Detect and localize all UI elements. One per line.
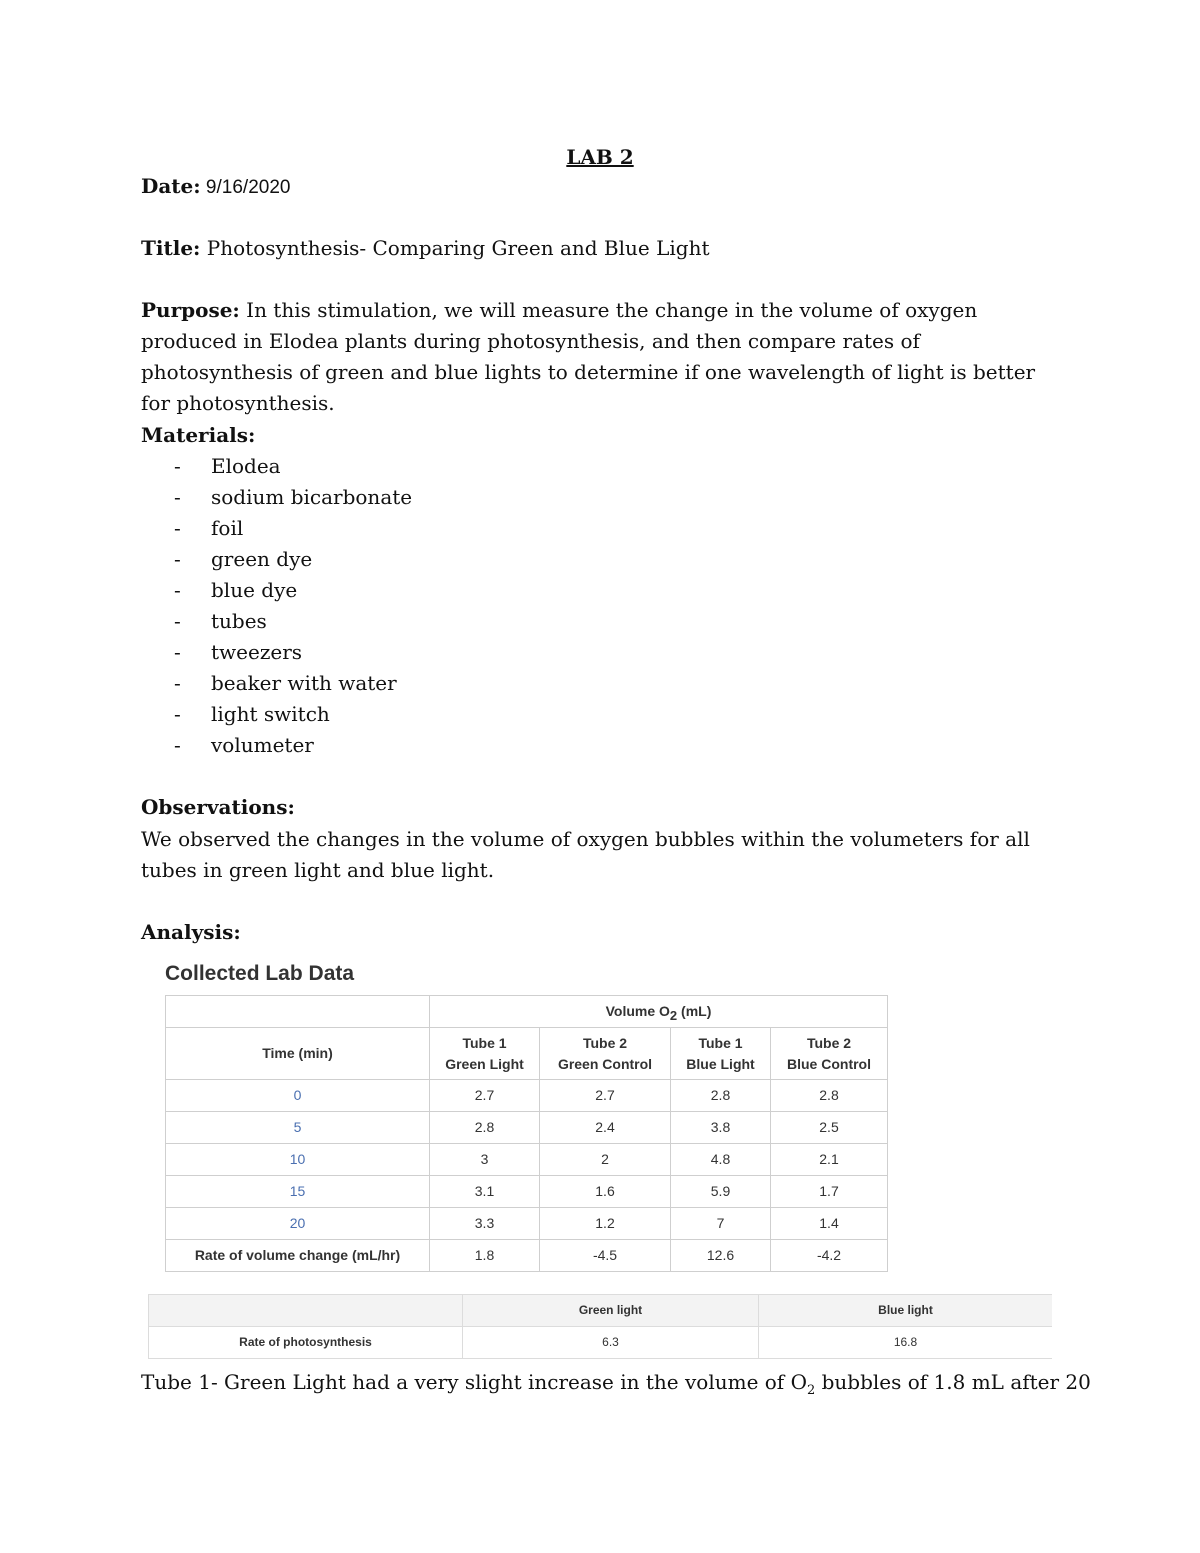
date-label: Date: <box>141 174 201 198</box>
table-row: 10 3 2 4.8 2.1 <box>166 1144 888 1176</box>
date-line <box>141 171 290 203</box>
materials-heading: Materials: <box>141 423 256 447</box>
time-header: Time (min) <box>166 1028 430 1080</box>
title-line <box>141 233 710 264</box>
column-header: Tube 1 Blue Light <box>671 1028 771 1080</box>
column-header: Tube 1 Green Light <box>430 1028 540 1080</box>
observations-heading: Observations: <box>141 795 295 819</box>
collected-lab-data-table <box>165 995 888 1272</box>
purpose-paragraph <box>141 295 1061 419</box>
observations-text: We observed the changes in the volume of oxygen bubbles within the volumeters for all tubes in green light and blue light. <box>141 827 1030 882</box>
document-title: LAB 2 <box>566 145 634 169</box>
analysis-heading: Analysis: <box>141 920 241 944</box>
column-header: Tube 2 Green Control <box>540 1028 671 1080</box>
rate-label: Rate of volume change (mL/hr) <box>166 1240 430 1272</box>
column-header: Tube 2 Blue Control <box>771 1028 888 1080</box>
title-label: Title: <box>141 236 201 260</box>
table-row: 15 3.1 1.6 5.9 1.7 <box>166 1176 888 1208</box>
document-page: LAB 2 Date: 9/16/2020 Title: Photosynthesis- Comparing Green and Blue Light Purpose: In this stimulation, we will measure the change in the volume of oxygen produced in Elodea plants during photosynthesis, and then compare rates of photosynthesis of green and blue lights to determine if one wavelength of light is better for photosynthesis. Materials: - Elodea - sodium bicarbonate - foil - green dye - blue dye - tubes - tweezers - beaker with water - light switch - volumeter Observations: We observed the changes in the volume of oxygen bubbles within the volumeters for all tubes in green light and blue light. Analysis: Collected Lab Data Volume $O_2$ (mL) Time (min) Tube 1 Green Light Tube 2 Green Control Tube 1 Blue Light Tube 2 Blue Control 0 2.7 2.7 2.8 2.8 5 2.8 2.4 3.8 2.5 10 3 2 4.8 2.1 15 3.1 1.6 5.9 1.7 20 3.3 1.2 7 1.4 Rate of volume change (mL/hr) 1.8 -4.5 12.6 -4.2 Green light Blue light Rate of photosynthesis 6.3 16.8 Tube 1- Green Light had a very slight increase in the volume of $O_2$ bubbles of 1.8 mL after 20 <box>0 0 1200 1553</box>
rate-row: Rate of volume change (mL/hr) 1.8 -4.5 12.6 -4.2 <box>166 1240 888 1272</box>
purpose-label: Purpose: <box>141 298 240 322</box>
collected-lab-data-title: Collected Lab Data <box>165 962 355 985</box>
rate-of-photosynthesis-table <box>148 1294 1052 1359</box>
purpose-text: In this stimulation, we will measure the change in the volume of oxygen produced in Elodea plants during photosynthesis, and then compare rates of photosynthesis of green and blue lights to determine if one wavelength of light is better for photosynthesis. <box>141 298 1036 415</box>
volume-header: Volume $O_2$ (mL) <box>430 996 888 1028</box>
analysis-text: Tube 1- Green Light had a very slight increase in the volume of $O_2$ bubbles of 1.8 mL after 20 <box>141 1370 1091 1398</box>
table-row: Rate of photosynthesis 6.3 16.8 <box>149 1327 1053 1359</box>
table-corner-cell <box>166 996 430 1028</box>
table-row: 5 2.8 2.4 3.8 2.5 <box>166 1112 888 1144</box>
table-row: 0 2.7 2.7 2.8 2.8 <box>166 1080 888 1112</box>
table-header-row: Green light Blue light <box>149 1295 1053 1327</box>
date-value: 9/16/2020 <box>200 177 291 198</box>
title-value: Photosynthesis- Comparing Green and Blue Light <box>200 236 710 260</box>
table-row: 20 3.3 1.2 7 1.4 <box>166 1208 888 1240</box>
